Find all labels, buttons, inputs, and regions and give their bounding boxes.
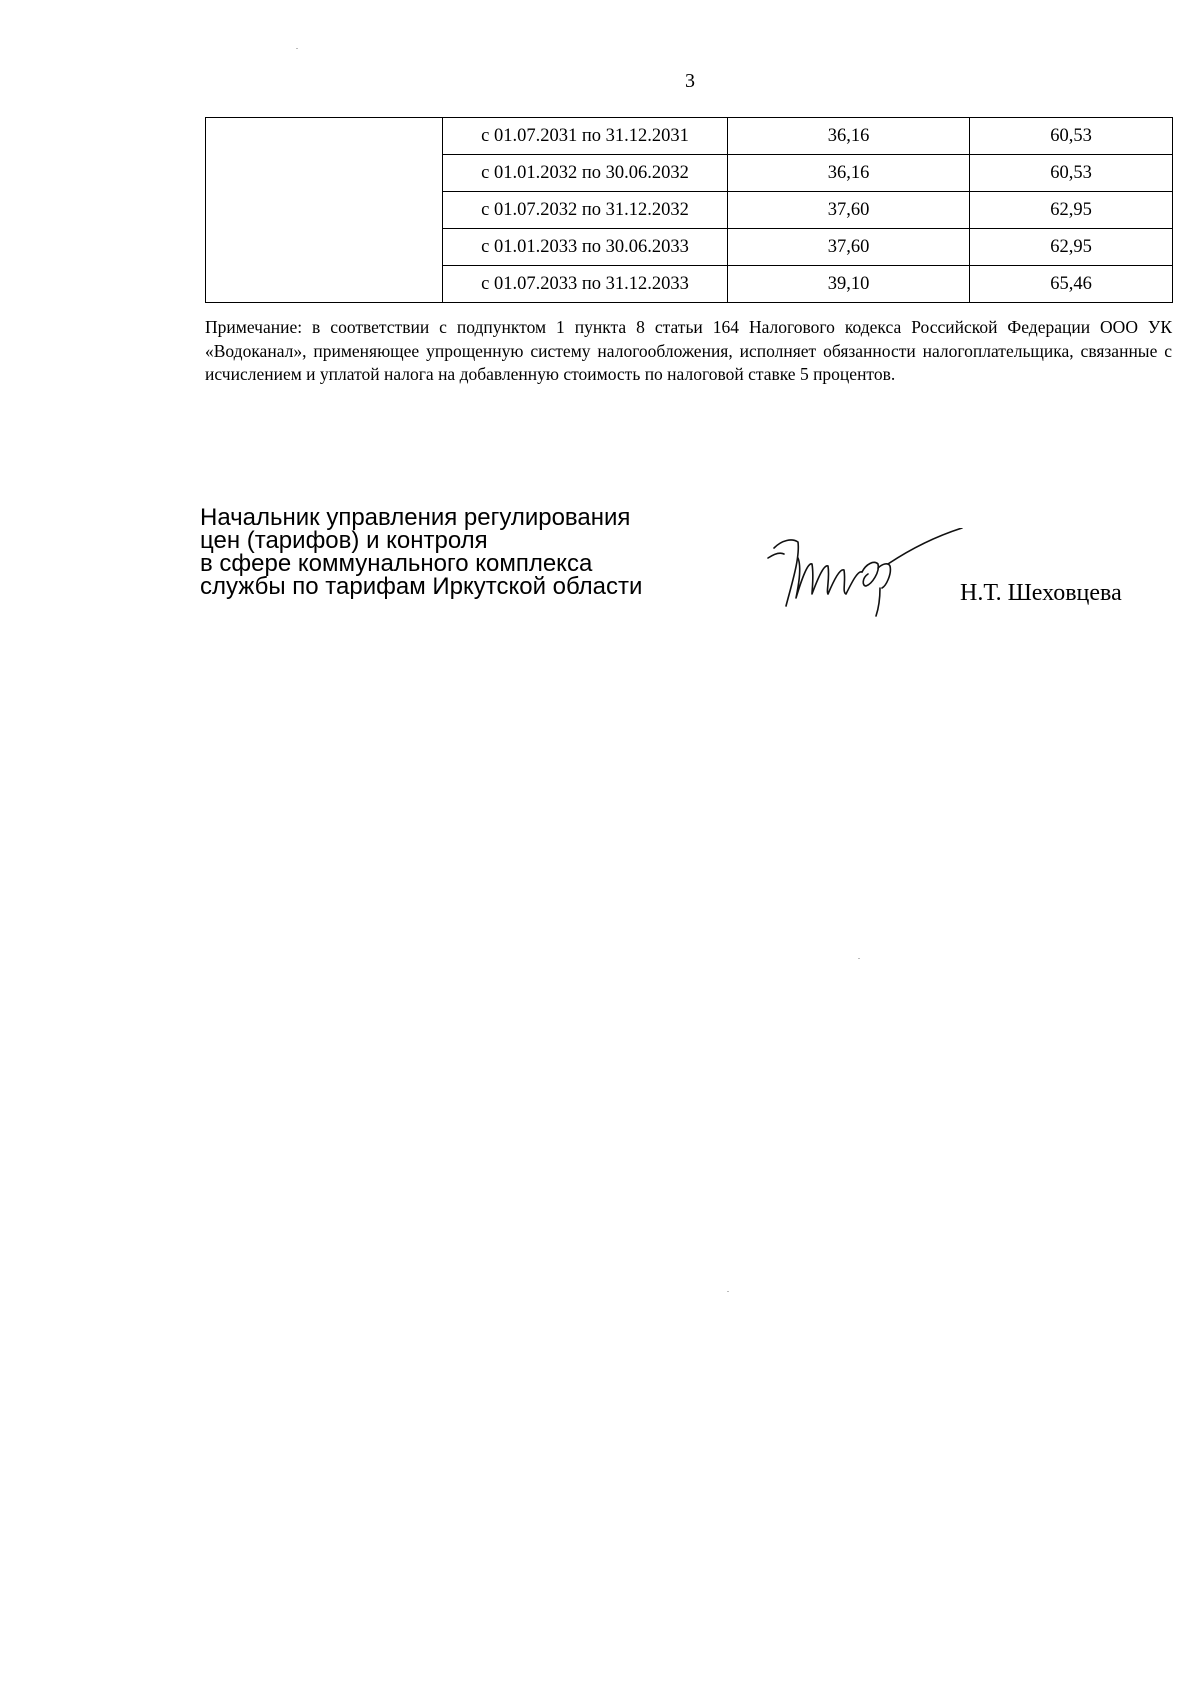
value1-cell: 37,60 xyxy=(728,192,970,229)
page-number: 3 xyxy=(685,70,695,92)
value2-cell: 65,46 xyxy=(970,266,1173,303)
value2-cell: 60,53 xyxy=(970,118,1173,155)
handwritten-signature xyxy=(762,528,987,618)
merged-blank-cell xyxy=(206,118,443,303)
scan-speck xyxy=(727,1291,729,1292)
period-cell: с 01.01.2033 по 30.06.2033 xyxy=(443,229,728,266)
table-row xyxy=(206,118,1173,155)
signatory-title-line: в сфере коммунального комплекса xyxy=(200,550,593,577)
signatory-title xyxy=(200,506,642,598)
scan-speck xyxy=(296,48,298,49)
signatory-title-line: Начальник управления регулирования xyxy=(200,504,631,531)
value1-cell: 37,60 xyxy=(728,229,970,266)
period-cell: с 01.07.2032 по 31.12.2032 xyxy=(443,192,728,229)
tax-note: Примечание: в соответствии с подпунктом 1 пункта 8 статьи 164 Налогового кодекса Российской Федерации ООО УК «Водоканал», применяющее упрощенную систему налогообложения, исполняет обязанности налогоплательщика, связанные с исчислением и уплатой налога на добавленную стоимость по налоговой ставке 5 процентов. xyxy=(205,317,1172,384)
period-cell: с 01.07.2033 по 31.12.2033 xyxy=(443,266,728,303)
tariff-table xyxy=(205,117,1173,303)
value2-cell: 60,53 xyxy=(970,155,1173,192)
period-cell: с 01.07.2031 по 31.12.2031 xyxy=(443,118,728,155)
value1-cell: 39,10 xyxy=(728,266,970,303)
value1-cell: 36,16 xyxy=(728,118,970,155)
value2-cell: 62,95 xyxy=(970,192,1173,229)
value2-cell: 62,95 xyxy=(970,229,1173,266)
period-cell: с 01.01.2032 по 30.06.2032 xyxy=(443,155,728,192)
signer-name: Н.Т. Шеховцева xyxy=(960,580,1122,606)
signatory-title-line: службы по тарифам Иркутской области xyxy=(200,573,643,600)
value1-cell: 36,16 xyxy=(728,155,970,192)
scan-speck xyxy=(858,958,860,959)
signatory-title-line: цен (тарифов) и контроля xyxy=(200,527,488,554)
